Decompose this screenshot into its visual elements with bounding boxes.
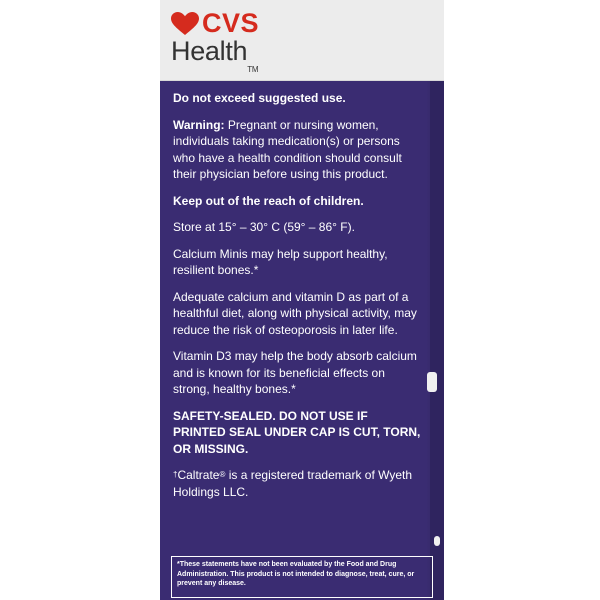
keep-out-of-reach: Keep out of the reach of children.: [173, 193, 364, 208]
logo-health-text: [171, 36, 259, 74]
cvs-health-logo: [171, 8, 260, 74]
warning-label: Warning:: [173, 117, 225, 132]
adequate-calcium-claim: Adequate calcium and vitamin D as part of a healthful diet, along with physical activity, may reduce the risk of osteoporosis in later life.: [173, 289, 417, 337]
warning-text: Pregnant or nursing women, individuals taking medication(s) or persons who have a health condition should consult their physician before using this product.: [173, 117, 402, 181]
fda-disclaimer-box: *These statements have not been evaluated by the Food and Drug Administration. This product is not intended to diagnose, treat, cure, or prevent any disease.: [171, 556, 433, 598]
package-text: [173, 90, 423, 510]
do-not-exceed: Do not exceed suggested use.: [173, 91, 346, 105]
warning-paragraph: [173, 117, 423, 183]
trademark-text: is a registered trademark of Wyeth Holdings LLC.: [173, 468, 413, 499]
logo-cvs-text: CVS: [202, 8, 260, 38]
storage-instructions: Store at 15° – 30° C (59° – 86° F).: [173, 220, 355, 234]
vitamin-d3-claim: Vitamin D3 may help the body absorb calcium and is known for its beneficial effects on strong, healthy bones.*: [173, 349, 417, 396]
surface-speck: [427, 372, 437, 392]
dagger-mark: †: [173, 470, 178, 479]
logo-top-row: [171, 10, 259, 37]
trademark-brand: Caltrate: [177, 468, 220, 482]
registered-mark: ®: [219, 470, 226, 479]
surface-speck: [434, 536, 440, 546]
trademark-note: [173, 467, 423, 500]
safety-sealed-notice: SAFETY-SEALED. DO NOT USE IF PRINTED SEAL UNDER CAP IS CUT, TORN, OR MISSING.: [173, 408, 421, 456]
heart-icon: [171, 12, 199, 36]
package-side-edge: [430, 0, 444, 600]
logo-health-word: Health: [171, 36, 248, 66]
calcium-minis-claim: Calcium Minis may help support healthy, resilient bones.*: [173, 246, 388, 277]
logo-trademark: TM: [247, 65, 259, 74]
